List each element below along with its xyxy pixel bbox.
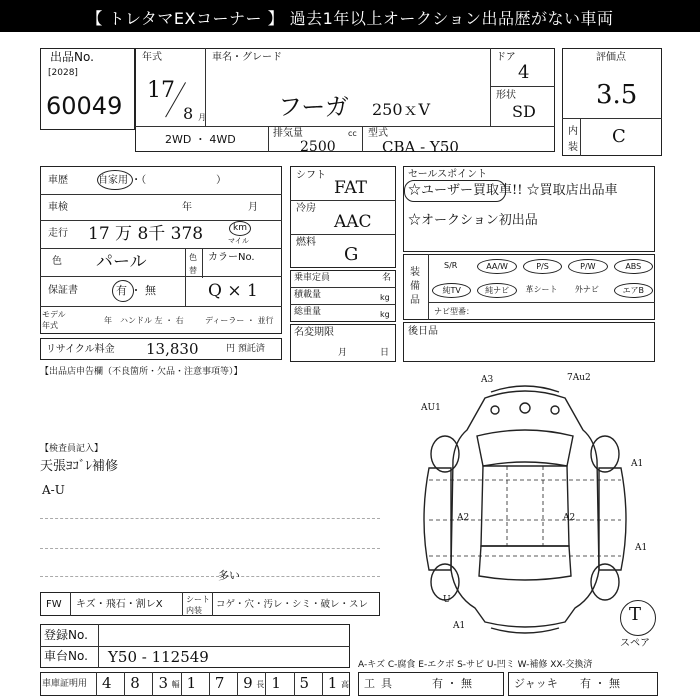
equipment-item: 純TV — [432, 283, 471, 298]
displacement-value: 2500 — [300, 139, 336, 155]
displacement-unit: cc — [348, 129, 357, 138]
model-year-dealer: ディーラー ・ 並行 — [205, 316, 274, 325]
cert-unit: 長 — [256, 680, 265, 689]
equipment-item: エアB — [614, 283, 653, 298]
sales-point-line-1: ☆ユーザー買取車!! ☆買取店出品車 — [408, 183, 618, 198]
inspector-note-2: A-U — [42, 483, 65, 497]
lot-label: 出品No. — [50, 50, 94, 64]
inspection-month: 月 — [248, 202, 258, 213]
load-label: 積載量 — [294, 290, 322, 300]
tools-label: 工具 — [364, 677, 398, 690]
aircon-value: AAC — [334, 212, 372, 232]
model-year-year: 年 — [104, 316, 112, 325]
sales-point-line-2: ☆オークション初出品 — [408, 213, 538, 228]
cert-digit: 7 — [214, 674, 225, 692]
capacity-unit: 名 — [382, 273, 392, 283]
recycle-label: リサイクル料金 — [46, 344, 115, 355]
cert-unit: 幅 — [171, 680, 180, 689]
interior-value: C — [612, 126, 626, 147]
weight-unit: kg — [380, 310, 390, 319]
equipment-item: 純ナビ — [477, 283, 516, 298]
history-label: 車歴 — [48, 175, 68, 186]
name-change-label: 名変期限 — [294, 327, 334, 338]
equipment-item: 外ナビ — [574, 285, 599, 294]
recycle-unit: 円 預託済 — [226, 344, 265, 354]
cert-digits — [96, 672, 350, 696]
spare-label: スペア — [620, 638, 650, 649]
warranty-label: 保証書 — [48, 285, 78, 296]
recycle-value: 13,830 — [146, 340, 199, 358]
fw-text-2: コゲ・穴・汚レ・シミ・破レ・スレ — [216, 599, 369, 610]
model-year-label-2: 年式 — [42, 321, 58, 330]
keys-value: Q × 1 — [208, 281, 258, 301]
color-value: パール — [96, 252, 147, 272]
vehicle-detail-box — [40, 166, 282, 334]
tools-value: 有 ・ 無 — [432, 677, 472, 690]
score-value: 3.5 — [596, 80, 638, 110]
after-market-box — [403, 322, 655, 362]
fuel-value: G — [344, 244, 359, 265]
fw-sheet-2: 内装 — [186, 606, 202, 615]
lot-number: 60049 — [46, 92, 123, 120]
fw-annotation: 多い — [218, 569, 240, 582]
displacement-label: 排気量 — [273, 128, 303, 139]
color-label: 色 — [52, 256, 62, 267]
damage-legend: A-キズ C-腐食 E-エクボ S-サビ U-凹ミ W-補修 XX-交換済 — [358, 660, 593, 670]
mileage-unit-km: km — [233, 223, 247, 233]
damage-mark: A2 — [563, 513, 576, 523]
name-change-month: 月 — [338, 348, 348, 358]
door-label: ドア — [496, 52, 516, 63]
load-unit: kg — [380, 293, 390, 302]
capacity-label: 乗車定員 — [294, 273, 331, 283]
aircon-label: 冷房 — [296, 203, 316, 214]
interior-label-1: 内 — [568, 126, 578, 137]
damage-mark: A3 — [481, 375, 494, 385]
cert-unit: 高 — [341, 680, 349, 689]
door-value: 4 — [518, 62, 530, 83]
model-code-label: 型式 — [368, 128, 388, 139]
inspection-label: 車検 — [48, 202, 68, 213]
model-code-value: CBA - Y50 — [382, 138, 459, 156]
score-label: 評価点 — [596, 52, 626, 63]
lot-tag: [2028] — [48, 68, 78, 78]
shape-value: SD — [512, 102, 536, 121]
damage-mark: U — [443, 595, 451, 605]
weight-label: 総重量 — [294, 307, 322, 317]
interior-label-2: 装 — [568, 142, 578, 153]
registration-label: 登録No. — [44, 628, 88, 642]
cert-digit: 3 — [158, 674, 168, 692]
mileage-label: 走行 — [48, 228, 68, 239]
mileage-unit-mile: マイル — [228, 237, 249, 245]
year-label: 年式 — [142, 52, 162, 63]
color-sub-1: 色 — [189, 253, 197, 262]
shift-value: FAT — [334, 178, 368, 198]
spare-mark: T — [629, 604, 642, 625]
color-code-label: カラーNo. — [208, 252, 255, 263]
cert-digit: 1 — [186, 674, 197, 692]
shape-label: 形状 — [496, 90, 516, 101]
jack-value: 有 ・ 無 — [580, 677, 620, 690]
equipment-navi-label: ナビ型番： — [434, 307, 474, 316]
name-label: 車名・グレード — [212, 52, 282, 63]
sales-point-bracket — [404, 180, 506, 202]
cert-digit: 1 — [271, 674, 281, 692]
warranty-circle — [112, 280, 134, 302]
warranty-value: 有 ・ 無 — [116, 284, 156, 297]
fw-label: FW — [46, 599, 62, 610]
year-month: 8 — [183, 104, 194, 123]
jack-label: ジャッキ — [514, 677, 558, 690]
equipment-label: 装備品 — [410, 267, 420, 306]
year-value: 17 — [147, 78, 175, 103]
drive-label: 2WD ・ 4WD — [165, 133, 236, 146]
model-year-label-1: モデル — [42, 310, 66, 319]
equipment-item: P/S — [523, 259, 562, 274]
cert-digit: 5 — [299, 674, 310, 692]
damage-mark: A1 — [635, 543, 648, 553]
fw-sheet-1: シート — [186, 595, 210, 604]
chassis-value: Y50 - 112549 — [108, 648, 209, 666]
cert-digit: 9 — [243, 674, 253, 692]
cert-digit: 8 — [130, 674, 140, 692]
fw-text-1: キズ・飛石・割レX — [76, 599, 163, 610]
damage-mark: A1 — [631, 459, 644, 469]
history-value: 自家用 ・（ ） — [98, 175, 227, 186]
equipment-item: 革シート — [525, 285, 558, 294]
inspector-note-1: 天張ﾖｺﾞﾚ補修 — [40, 459, 119, 474]
cert-digit: 1 — [327, 674, 338, 692]
car-grade: 250ｘV — [372, 100, 431, 119]
car-model: フーガ — [278, 93, 349, 121]
fuel-label: 燃料 — [296, 237, 316, 248]
equipment-item: S/R — [444, 261, 458, 270]
after-market-label: 後日品 — [408, 326, 438, 337]
cert-label: 車庫証明用 — [42, 679, 88, 689]
name-change-day: 日 — [380, 348, 390, 358]
damage-mark: A1 — [453, 621, 466, 631]
history-circle — [97, 170, 133, 190]
equipment-item: P/W — [568, 259, 607, 274]
mileage-km-circle — [229, 221, 251, 236]
damage-mark: 7Au2 — [567, 373, 591, 383]
inspection-year: 年 — [182, 202, 192, 213]
damage-mark: AU1 — [421, 403, 441, 413]
year-month-unit: 月 — [198, 113, 206, 122]
header-banner-text: 【 トレタマEXコーナー 】 過去1年以上オークション出品歴がない車両 — [86, 9, 614, 28]
equipment-item: AA/W — [477, 259, 516, 274]
cert-digit: 4 — [102, 674, 112, 692]
declaration-label: 【出品店申告欄（不良箇所・欠品・注意事項等）】 — [40, 367, 243, 377]
chassis-label: 車台No. — [44, 649, 88, 663]
car-damage-diagram — [395, 370, 655, 640]
equipment-item: ABS — [614, 259, 653, 274]
model-year-handle: ハンドル 左 ・ 右 — [120, 316, 184, 325]
sales-point-label: セールスポイント — [408, 169, 488, 180]
damage-mark: A2 — [457, 513, 470, 523]
inspector-label: 【検査員記入】 — [40, 444, 104, 454]
mileage-value: 17 万 8千 378 — [88, 224, 204, 244]
equipment-grid — [428, 254, 655, 302]
color-sub-2: 替 — [189, 266, 197, 275]
shift-label: シフト — [296, 170, 326, 181]
